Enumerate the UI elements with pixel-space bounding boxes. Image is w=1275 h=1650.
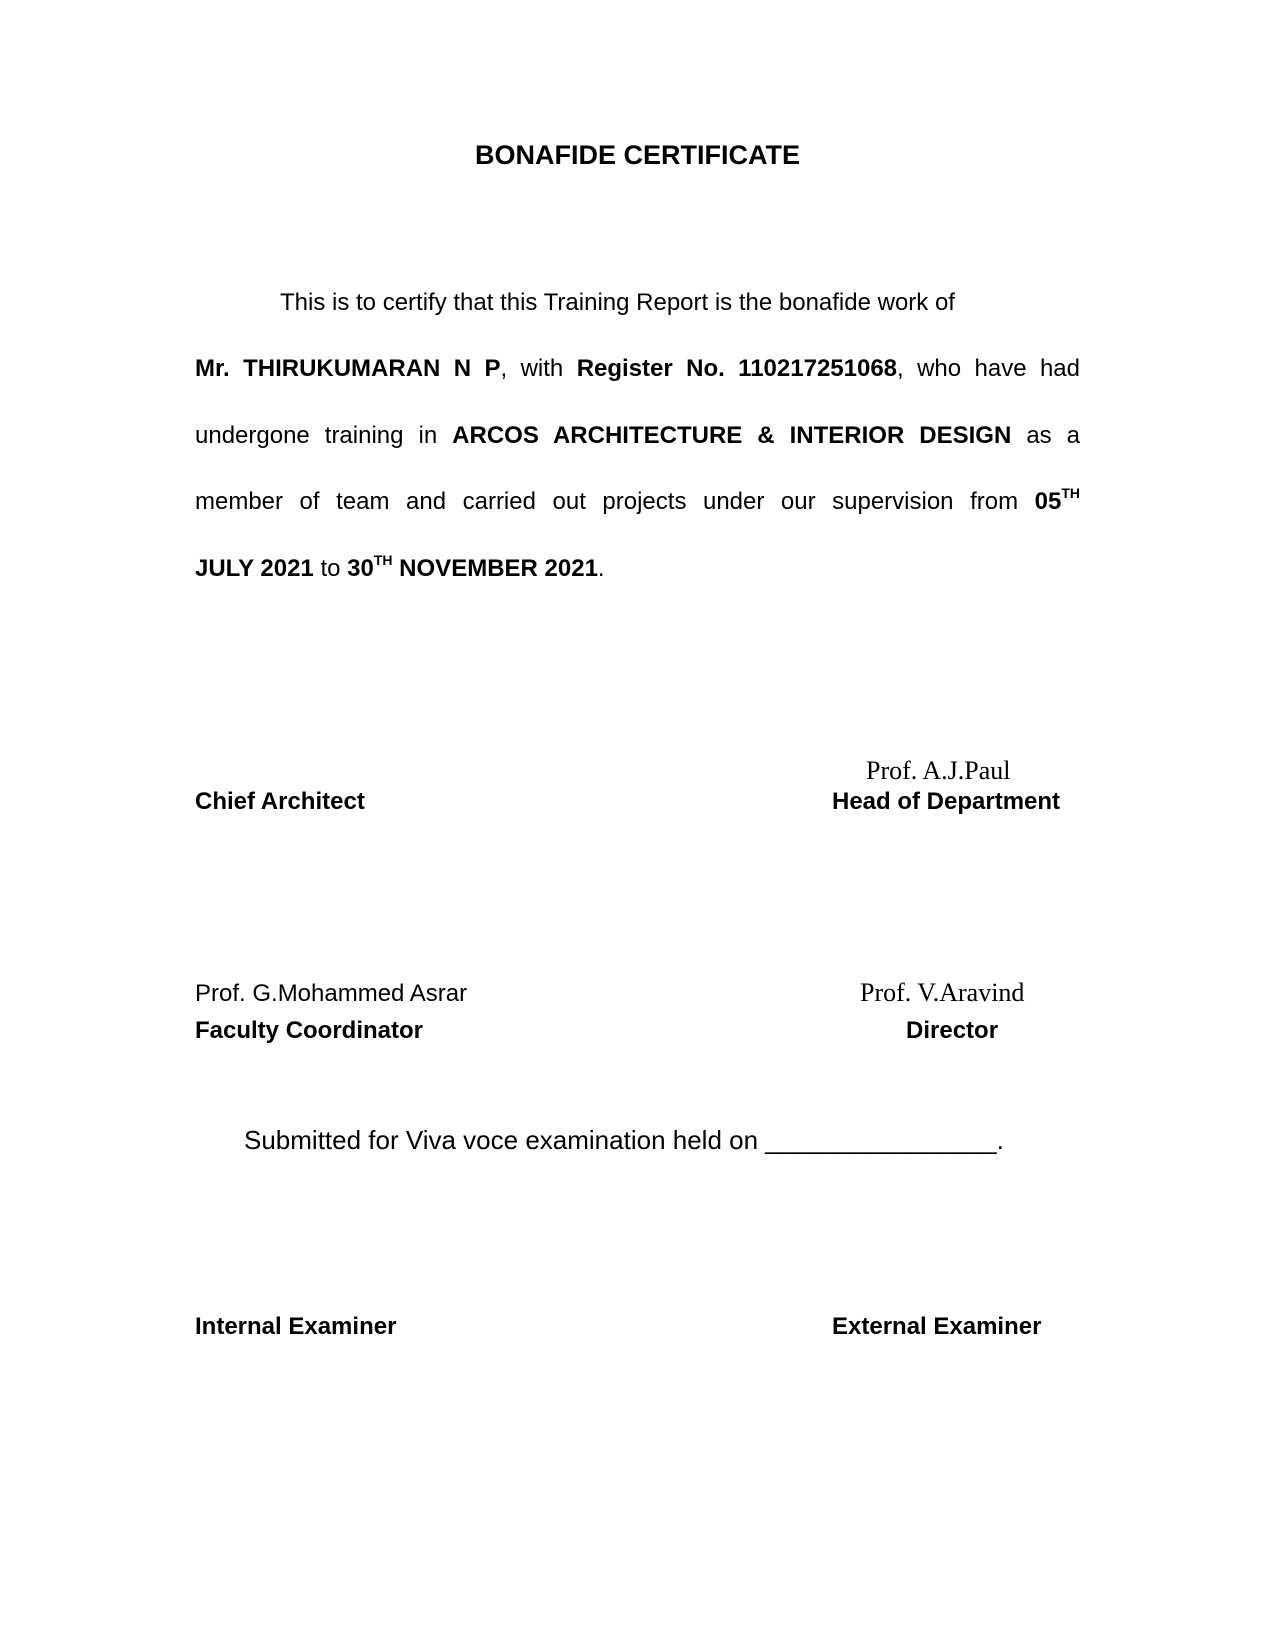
- text-member-of-team: member of team and carried out projects under our supervision from: [195, 488, 1035, 515]
- start-month-year: JULY 2021: [195, 555, 314, 582]
- certificate-line-2: [195, 354, 1080, 384]
- internal-examiner-label: Internal Examiner: [195, 1313, 397, 1340]
- chief-architect-label: Chief Architect: [195, 788, 365, 815]
- certificate-line-3: [195, 421, 1080, 451]
- end-day-suffix: TH: [373, 552, 393, 568]
- student-name: Mr. THIRUKUMARAN N P: [195, 355, 501, 382]
- register-number: Register No. 110217251068: [576, 355, 898, 382]
- company-name: ARCOS ARCHITECTURE & INTERIOR DESIGN: [452, 422, 1012, 449]
- certificate-intro: This is to certify that this Training Report is the bonafide work of: [280, 289, 955, 316]
- text-undergone-training: undergone training in: [195, 422, 453, 449]
- text-to: to: [313, 555, 348, 582]
- page-title: BONAFIDE CERTIFICATE: [475, 140, 800, 170]
- viva-date-blank: ________________: [765, 1125, 997, 1155]
- text-with: , with: [500, 355, 577, 382]
- viva-voce-line: [244, 1125, 1004, 1156]
- end-day: 30: [347, 555, 374, 582]
- period: .: [597, 555, 605, 582]
- certificate-line-4: [195, 487, 1080, 517]
- director-name: Prof. V.Aravind: [860, 978, 1025, 1007]
- start-day-suffix: TH: [1061, 485, 1080, 501]
- external-examiner-label: External Examiner: [832, 1313, 1042, 1340]
- certificate-line-5: [195, 554, 1080, 584]
- viva-period: .: [996, 1125, 1004, 1155]
- faculty-coordinator-name: Prof. G.Mohammed Asrar: [195, 980, 468, 1007]
- hod-name: Prof. A.J.Paul: [866, 756, 1011, 785]
- start-day: 05: [1034, 488, 1062, 515]
- hod-label: Head of Department: [832, 788, 1061, 815]
- end-month-year: NOVEMBER 2021: [392, 555, 598, 582]
- director-label: Director: [906, 1017, 999, 1044]
- viva-text: Submitted for Viva voce examination held on: [244, 1125, 766, 1155]
- text-who-have-had: , who have had: [897, 355, 1081, 382]
- text-as-a: as a: [1011, 422, 1081, 449]
- faculty-coordinator-label: Faculty Coordinator: [195, 1017, 424, 1044]
